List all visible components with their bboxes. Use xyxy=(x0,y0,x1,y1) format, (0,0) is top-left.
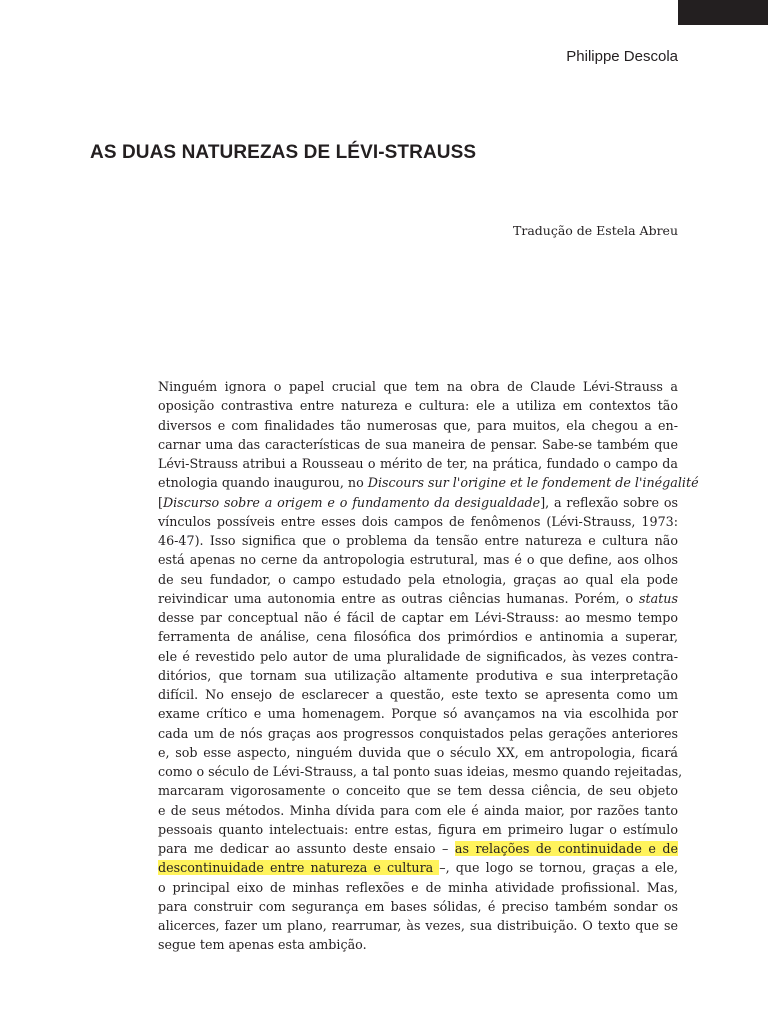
paragraph-line xyxy=(158,897,678,916)
text-segment: marcaram vigorosamente o conceito que se tem dessa ciência, de seu objeto xyxy=(158,783,678,799)
text-segment: –, que logo se tornou, graças a ele, xyxy=(439,860,678,876)
text-segment: ele é revestido pelo autor de uma pluralidade de significados, às vezes contra- xyxy=(158,648,678,664)
paragraph-line xyxy=(158,820,678,839)
text-segment: para me dedicar ao assunto deste ensaio – xyxy=(158,841,455,856)
paragraph-line xyxy=(158,512,678,531)
paragraph-line xyxy=(158,666,678,685)
paragraph-line xyxy=(158,743,678,762)
paragraph-line xyxy=(158,627,678,646)
text-segment: difícil. No ensejo de esclarecer a questão, este texto se apresenta como um xyxy=(158,687,678,702)
text-segment: vínculos possíveis entre esses dois campos de fenômenos (Lévi-Strauss, 1973: xyxy=(158,513,678,529)
text-segment: alicerces, fazer um plano, rearrumar, às vezes, sua distribuição. O texto que se xyxy=(158,918,678,933)
paragraph-line xyxy=(158,762,683,781)
text-segment: cada um de nós graças aos progressos conquistados pelas gerações anteriores xyxy=(158,725,678,741)
text-segment: [ xyxy=(158,494,163,510)
paragraph-line xyxy=(158,685,678,704)
text-segment: Lévi-Strauss atribui a Rousseau o mérito de ter, na prática, fundado o campo da xyxy=(158,456,678,471)
text-segment: carnar uma das características de sua maneira de pensar. Sabe-se também que xyxy=(158,436,678,452)
article-body xyxy=(158,377,699,955)
author-name: Philippe Descola xyxy=(566,48,678,65)
paragraph-line xyxy=(158,916,678,935)
paragraph-line xyxy=(158,781,678,800)
paragraph-line xyxy=(158,396,678,415)
article-title: AS DUAS NATUREZAS DE LÉVI-STRAUSS xyxy=(90,142,477,163)
text-segment: ], a reflexão sobre os xyxy=(540,494,678,510)
text-segment: exame crítico e uma homenagem. Porque só avançamos na via escolhida por xyxy=(158,706,678,722)
paragraph-line xyxy=(158,935,678,954)
paragraph-line xyxy=(158,858,678,877)
italic-text: status xyxy=(639,590,678,606)
paragraph-line xyxy=(158,493,678,512)
paragraph-line xyxy=(158,724,678,743)
text-segment: reivindicar uma autonomia entre as outras ciências humanas. Porém, o xyxy=(158,590,640,606)
paragraph-line xyxy=(158,377,678,396)
paragraph-line xyxy=(158,704,678,723)
text-segment: 46-47). Isso significa que o problema da tensão entre natureza e cultura não xyxy=(158,533,678,548)
translation-credit: Tradução de Estela Abreu xyxy=(513,223,678,238)
italic-text: Discurso sobre a origem e o fundamento da desigualdade xyxy=(162,494,541,510)
highlighted-text: descontinuidade entre natureza e cultura xyxy=(158,860,440,876)
paragraph-line xyxy=(158,801,678,820)
paragraph-line xyxy=(158,473,699,492)
text-segment: diversos e com finalidades tão numerosas que, para muitos, ela chegou a en- xyxy=(158,417,678,433)
text-segment: está apenas no cerne da antropologia estrutural, mas é o que define, aos olhos xyxy=(158,552,678,568)
text-segment: desse par conceptual não é fácil de captar em Lévi-Strauss: ao mesmo tempo xyxy=(158,610,678,625)
text-segment: o principal eixo de minhas reflexões e de minha atividade profissional. Mas, xyxy=(158,879,678,895)
paragraph-line xyxy=(158,839,678,858)
paragraph-line xyxy=(158,589,678,608)
text-segment: ferramenta de análise, cena filosófica dos primórdios e antinomia a superar, xyxy=(158,629,678,645)
highlighted-text: as relações de continuidade e de xyxy=(454,841,678,856)
text-segment: pessoais quanto intelectuais: entre estas, figura em primeiro lugar o estímulo xyxy=(158,821,678,837)
text-segment: de seu fundador, o campo estudado pela etnologia, graças ao qual ela pode xyxy=(158,571,678,587)
text-segment: para construir com segurança em bases sólidas, é preciso também sondar os xyxy=(158,898,678,914)
text-segment: e, sob esse aspecto, ninguém duvida que o século XX, em antropologia, ficará xyxy=(158,744,678,760)
italic-text: Discours sur l'origine et le fondement de l'inégalité xyxy=(367,475,699,491)
paragraph-line xyxy=(158,647,678,666)
paragraph-line xyxy=(158,878,678,897)
text-segment: ditórios, que tornam sua utilização altamente produtiva e sua interpretação xyxy=(158,667,678,683)
paragraph-line xyxy=(158,416,678,435)
text-segment: Ninguém ignora o papel crucial que tem na obra de Claude Lévi-Strauss a xyxy=(158,379,678,394)
paragraph-line xyxy=(158,608,678,627)
text-segment: segue tem apenas esta ambição. xyxy=(158,937,367,953)
paragraph-line xyxy=(158,550,678,569)
text-segment: como o século de Lévi-Strauss, a tal ponto suas ideias, mesmo quando rejeitadas, xyxy=(158,764,683,779)
paragraph-line xyxy=(158,454,678,473)
text-segment: etnologia quando inaugurou, no xyxy=(158,475,368,491)
paragraph-line xyxy=(158,531,678,550)
text-segment: oposição contrastiva entre natureza e cultura: ele a utiliza em contextos tão xyxy=(158,398,678,414)
corner-tab-marker xyxy=(678,0,768,25)
paragraph-line xyxy=(158,570,678,589)
paragraph-line xyxy=(158,435,678,454)
text-segment: e de seus métodos. Minha dívida para com ele é ainda maior, por razões tanto xyxy=(158,802,678,818)
